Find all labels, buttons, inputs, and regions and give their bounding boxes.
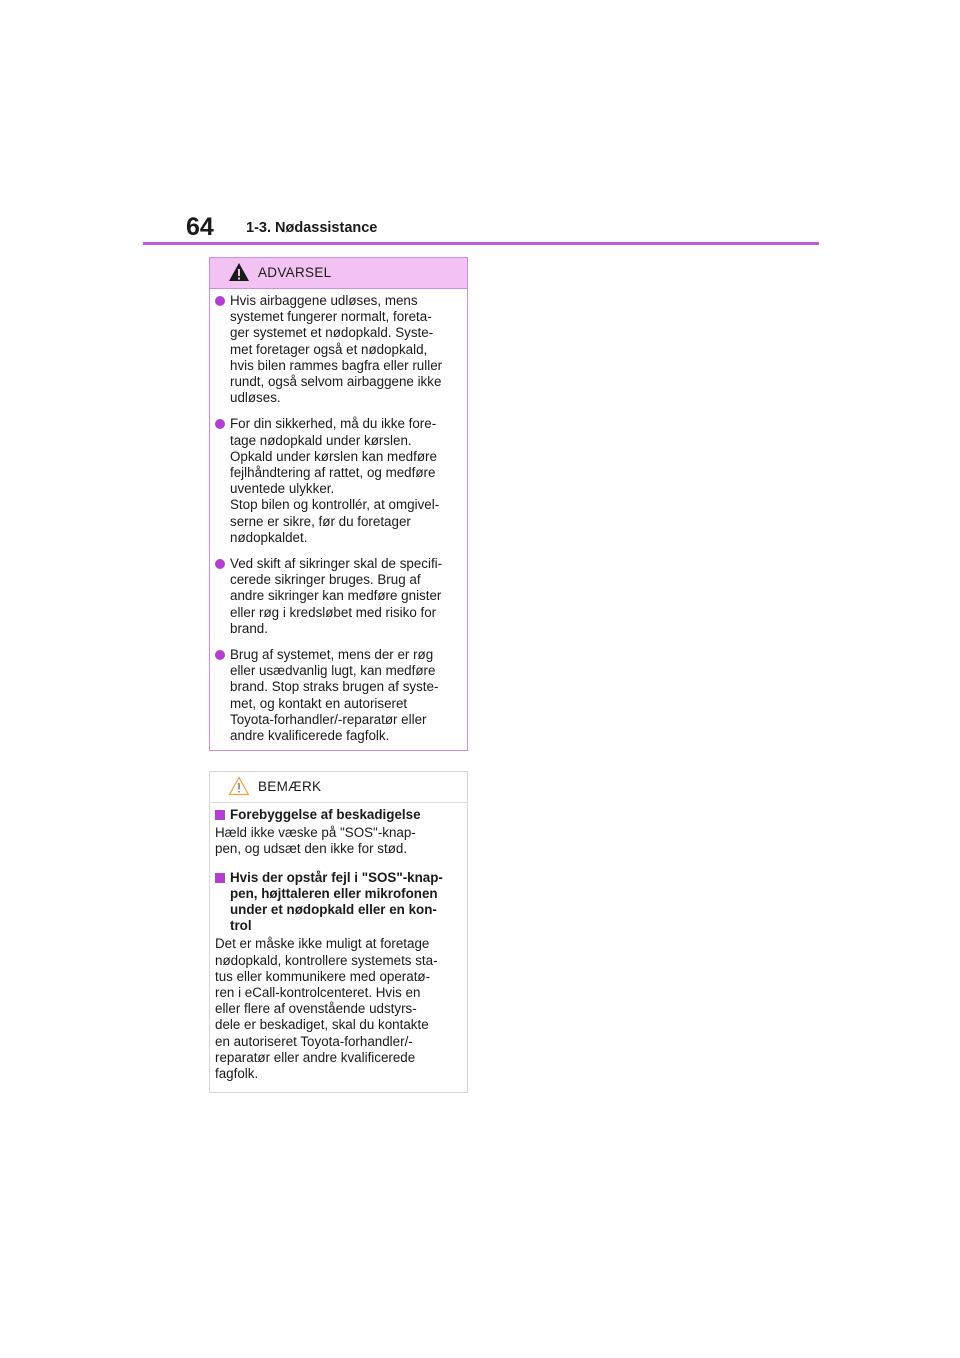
notice-paragraph: Hæld ikke væske på "SOS"-knap- pen, og udsæt den ikke for stød.: [215, 825, 416, 857]
warning-triangle-icon: [228, 262, 250, 282]
warning-box: [209, 257, 468, 751]
notice-body: [210, 803, 467, 1082]
notice-subheading: Hvis der opstår fejl i "SOS"-knap- pen, højttaleren eller mikrofonen under et nødopkald eller en kon- trol: [215, 870, 461, 935]
notice-title: BEMÆRK: [258, 779, 322, 794]
warning-item: Brug af systemet, mens der er røg eller usædvanlig lugt, kan medføre brand. Stop straks brugen af syste- met, og kontakt en autoriseret Toyota-forhandler/-reparatør eller andre kvalificerede fagfolk.: [215, 647, 461, 744]
header-rule: [143, 242, 819, 245]
warning-item: Ved skift af sikringer skal de specifi- cerede sikringer bruges. Brug af andre sikringer kan medføre gnister eller røg i kredsløbet med risiko for brand.: [215, 556, 461, 637]
warning-body: [210, 289, 467, 744]
notice-box: [209, 771, 468, 1093]
caution-triangle-outline-icon: [228, 776, 250, 796]
square-bullet-icon: [215, 810, 225, 820]
bullet-dot-icon: [215, 419, 225, 429]
notice-paragraph: Det er måske ikke muligt at foretage nødopkald, kontrollere systemets sta- tus eller kommunikere med operatø- ren i eCall-kontrolcenteret. Hvis en eller flere af ovenstående udstyrs- dele er beskadiget, skal du kontakte en autoriseret Toyota-forhandler/- reparatør eller andre kvalificerede fagfolk.: [215, 936, 438, 1082]
warning-item: For din sikkerhed, må du ikke fore- tage nødopkald under kørslen. Opkald under kørslen kan medføre fejlhåndtering af rattet, og medføre uventede ulykker. Stop bilen og kontrollér, at omgivel- serne er sikre, før du foretager nødopkaldet.: [215, 416, 461, 546]
warning-header: [210, 258, 467, 289]
bullet-dot-icon: [215, 559, 225, 569]
notice-header: [210, 772, 467, 803]
notice-subheading: Forebyggelse af beskadigelse: [215, 807, 461, 823]
bullet-dot-icon: [215, 296, 225, 306]
bullet-dot-icon: [215, 650, 225, 660]
section-title: 1-3. Nødassistance: [246, 220, 378, 236]
warning-item: Hvis airbaggene udløses, mens systemet fungerer normalt, foreta- ger systemet et nødopkald. Syste- met foretager også et nødopkald, hvis bilen rammes bagfra eller ruller rundt, også selvom airbaggene ikke udløses.: [215, 293, 461, 406]
square-bullet-icon: [215, 873, 225, 883]
warning-title: ADVARSEL: [258, 265, 332, 280]
page-number: 64: [186, 213, 214, 241]
